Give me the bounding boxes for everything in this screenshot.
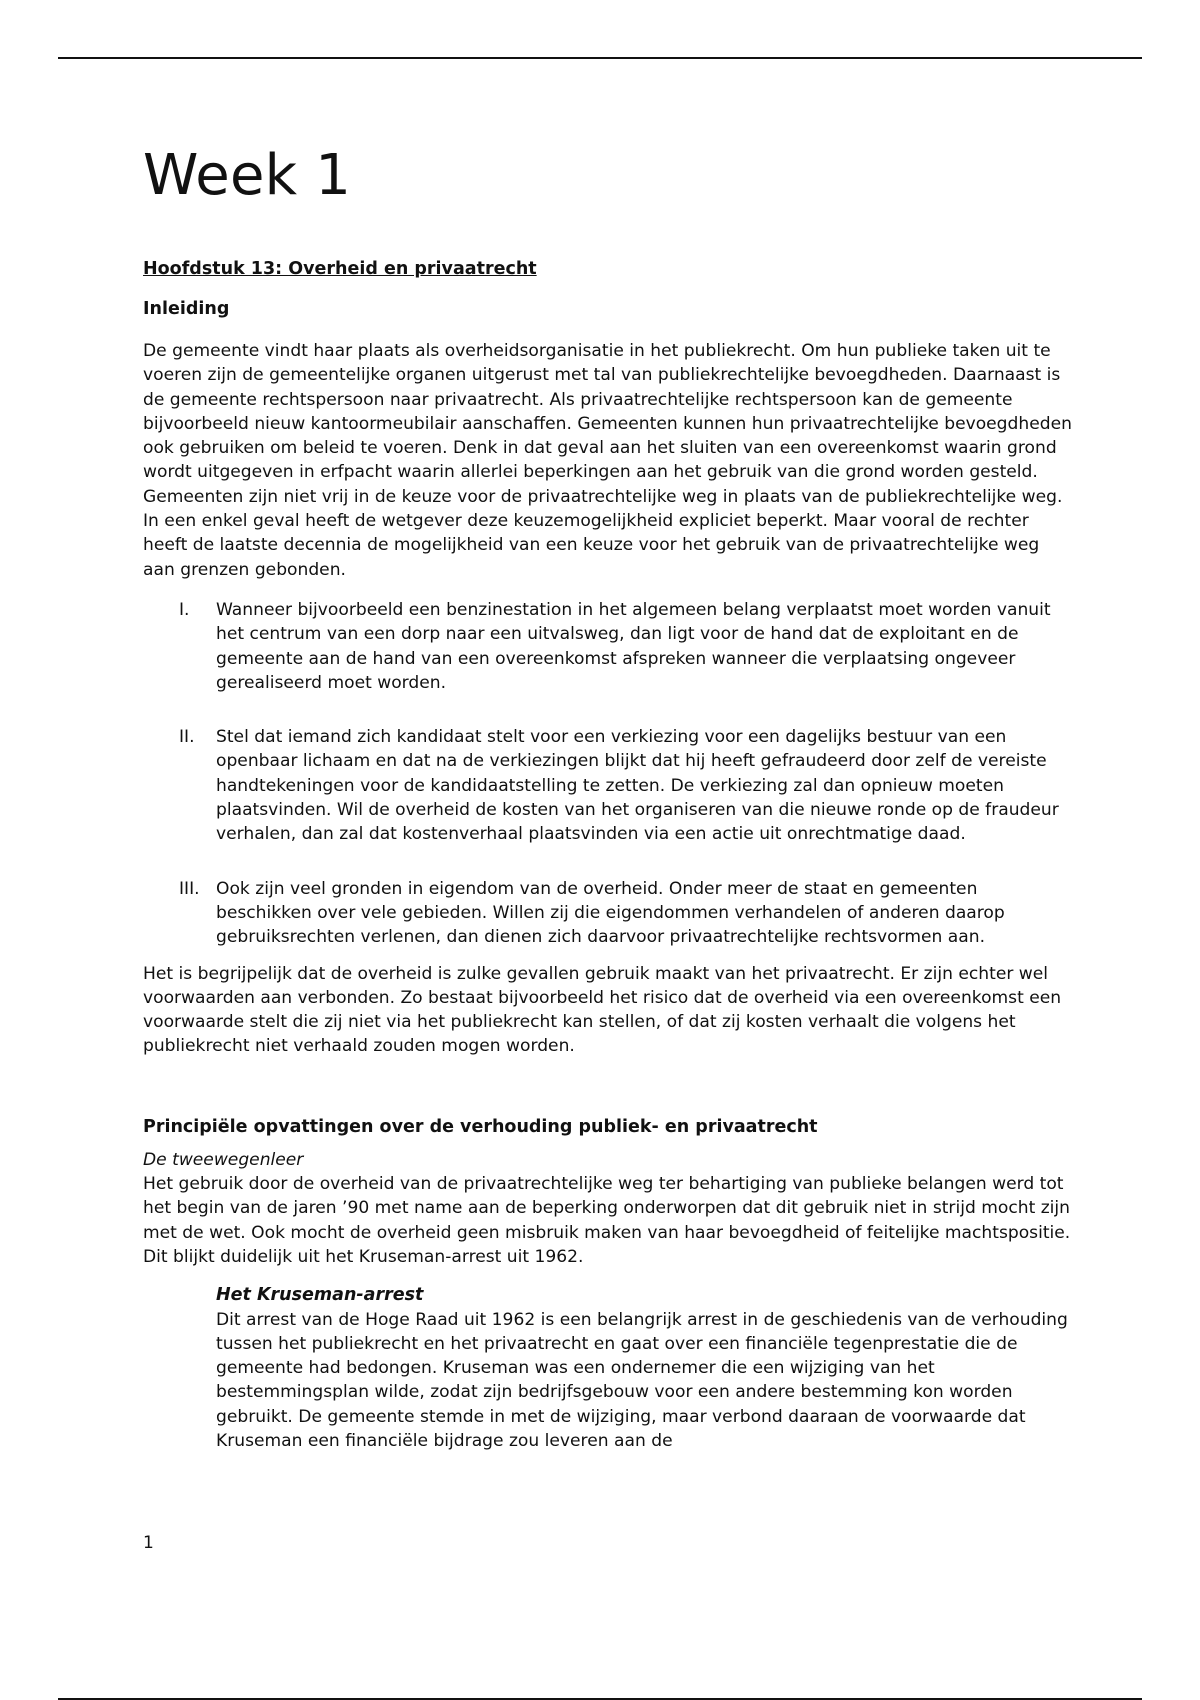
list-item-text: Wanneer bijvoorbeeld een benzinestation in het algemeen belang verplaatst moet worden vanuit het centrum van een dorp naar een uitvalsweg, dan ligt voor de hand dat de exploitant en de gemeente aan de hand van een overeenkomst afspreken wanneer die verplaatsing ongeveer gerealiseerd moet worden. xyxy=(216,599,1051,693)
page-number: 1 xyxy=(143,1533,154,1553)
case-block xyxy=(143,1283,1073,1453)
list-item-number: II. xyxy=(179,727,195,748)
intro-paragraph: De gemeente vindt haar plaats als overheidsorganisatie in het publiekrecht. Om hun publieke taken uit te voeren zijn de gemeentelijke organen uitgerust met tal van publiekrechtelijke bevoegdheden. Daarnaast is de gemeente rechtspersoon naar privaatrecht. Als privaatrechtelijke rechtspersoon kan de gemeente bijvoorbeeld nieuw kantoormeubilair aanschaffen. Gemeenten kunnen hun privaatrechtelijke bevoegdheden ook gebruiken om beleid te voeren. Denk in dat geval aan het sluiten van een overeenkomst waarin grond wordt uitgegeven in erfpacht waarin allerlei beperkingen aan het gebruik van die grond worden gesteld. Gemeenten zijn niet vrij in de keuze voor de privaatrechtelijke weg in plaats van de publiekrechtelijke weg. In een enkel geval heeft de wetgever deze keuzemogelijkheid expliciet beperkt. Maar vooral de rechter heeft de laatste decennia de mogelijkheid van een keuze voor het gebruik van de privaatrechtelijke weg aan grenzen gebonden. xyxy=(143,341,1072,580)
tweewegenleer-paragraph: Het gebruik door de overheid van de privaatrechtelijke weg ter behartiging van publieke belangen werd tot het begin van de jaren ’90 met name aan de beperking onderworpen dat dit gebruik niet in strijd mocht zijn met de wet. Ook mocht de overheid geen misbruik maken van haar bevoegdheid of feitelijke machtspositie. Dit blijkt duidelijk uit het Kruseman-arrest uit 1962. xyxy=(143,1174,1071,1267)
intro-heading: Inleiding xyxy=(143,299,230,319)
list-item-text: Stel dat iemand zich kandidaat stelt voor een verkiezing voor een dagelijks bestuur van een openbaar lichaam en dat na de verkiezingen blijkt dat hij heeft gefraudeerd door zelf de vereiste handtekeningen voor de kandidaatstelling te zetten. De verkiezing zal dan opnieuw moeten plaatsvinden. Wil de overheid de kosten van het organiseren van die nieuwe ronde op de fraudeur verhalen, dan zal dat kostenverhaal plaatsvinden via een actie uit onrechtmatige daad. xyxy=(216,727,1059,845)
chapter-heading: Hoofdstuk 13: Overheid en privaatrecht xyxy=(143,259,537,279)
section-heading-principles: Principiële opvattingen over de verhouding publiek- en privaatrecht xyxy=(143,1116,818,1137)
page-title: Week 1 xyxy=(143,143,352,208)
list-item-number: I. xyxy=(179,599,190,620)
list-item-text: Ook zijn veel gronden in eigendom van de overheid. Onder meer de staat en gemeenten beschikken over vele gebieden. Willen zij die eigendommen verhandelen of anderen daarop gebruiksrechten verlenen, dan dienen zich daarvoor privaatrechtelijke rechtsvormen aan. xyxy=(216,878,1005,948)
list-item xyxy=(143,725,1073,846)
case-paragraph: Dit arrest van de Hoge Raad uit 1962 is een belangrijk arrest in de geschiedenis van de verhouding tussen het publiekrecht en het privaatrecht en gaat over een financiële tegenprestatie die de gemeente had bedongen. Kruseman was een ondernemer die een wijziging van het bestemmingsplan wilde, zodat zijn bedrijfsgebouw voor een andere bestemming kon worden gebruikt. De gemeente stemde in met de wijziging, maar verbond daaraan de voorwaarde dat Kruseman een financiële bijdrage zou leveren aan de xyxy=(216,1309,1068,1451)
document-body xyxy=(143,130,1073,1453)
list-item xyxy=(143,877,1073,950)
examples-list xyxy=(143,598,1073,950)
case-title: Het Kruseman-arrest xyxy=(216,1285,424,1306)
list-item xyxy=(143,598,1073,695)
page-top-rule xyxy=(58,57,1142,59)
conclusion-paragraph: Het is begrijpelijk dat de overheid is zulke gevallen gebruik maakt van het privaatrecht. Er zijn echter wel voorwaarden aan verbonden. Zo bestaat bijvoorbeeld het risico dat de overheid via een overeenkomst een voorwaarde stelt die zij niet via het publiekrecht kan stellen, of dat zij kosten verhaalt die volgens het publiekrecht niet verhaald zouden mogen worden. xyxy=(143,963,1062,1057)
subheading-tweewegenleer: De tweewegenleer xyxy=(143,1149,304,1170)
list-item-number: III. xyxy=(179,878,200,899)
